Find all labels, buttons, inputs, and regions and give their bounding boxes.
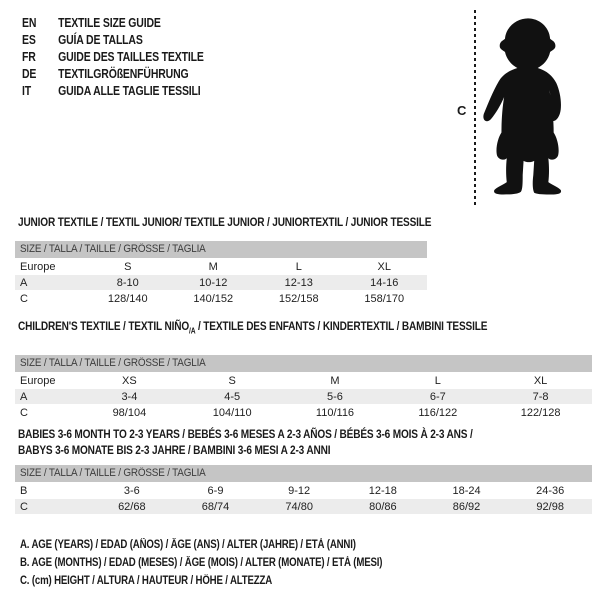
table-cell: XL <box>533 374 548 387</box>
section-title <box>18 318 592 339</box>
table-cell: 24-36 <box>536 484 565 497</box>
language-code: ES <box>22 32 36 47</box>
language-code: FR <box>22 49 36 64</box>
table-cell: 80/86 <box>369 500 397 513</box>
size-header-label: SIZE / TALLA / TAILLE / GRÖSSE / TAGLIA <box>20 467 206 479</box>
table-cell: S <box>228 374 236 387</box>
table-cell: 122/128 <box>520 406 561 419</box>
table-cell: 3-4 <box>121 390 138 403</box>
table-cell: 4-5 <box>224 390 241 403</box>
title-text: /A <box>189 326 196 336</box>
table-cell: 6-9 <box>207 484 224 497</box>
table-cell: 14-16 <box>370 276 399 289</box>
table-row <box>15 404 592 420</box>
table-row <box>15 274 427 290</box>
row-label: C <box>20 292 28 305</box>
language-row-de <box>22 65 238 82</box>
table-cell: XL <box>377 260 391 273</box>
table-cell: 152/158 <box>278 292 319 305</box>
children-size-table <box>15 355 592 420</box>
babies-size-table <box>15 465 592 514</box>
legend-line-a <box>20 536 451 554</box>
language-title: GUIDA ALLE TAGLIE TESSILI <box>58 83 201 98</box>
height-measure-line <box>474 10 476 207</box>
table-cell: 98/104 <box>112 406 147 419</box>
title-text: / TEXTILE DES ENFANTS / KINDERTEXTIL / BAMBINI TESSILE <box>195 319 488 333</box>
table-cell: 5-6 <box>327 390 343 403</box>
row-label: B <box>20 484 28 497</box>
row-label: A <box>20 390 28 403</box>
language-code: EN <box>22 15 37 30</box>
section-title-line <box>18 214 432 230</box>
table-cell: 74/80 <box>285 500 313 513</box>
height-label: C <box>457 103 467 118</box>
table-cell: M <box>330 374 340 387</box>
section-childrens-textile <box>15 318 592 420</box>
table-cell: 128/140 <box>107 292 148 305</box>
legend-line-c <box>20 572 451 590</box>
language-title: GUÍA DE TALLAS <box>58 32 143 47</box>
table-row <box>15 372 592 388</box>
table-cell: 7-8 <box>532 390 549 403</box>
title-text: BABIES 3-6 MONTH TO 2-3 YEARS / BEBÉS 3-6 MESES A 2-3 AÑOS / BÉBÉS 3-6 MOIS À 2-3 ANS / <box>18 427 473 441</box>
table-cell: L <box>434 374 441 387</box>
table-cell: 92/98 <box>536 500 564 513</box>
section-title <box>18 426 592 458</box>
language-row-en <box>22 14 238 31</box>
table-cell: 86/92 <box>452 500 481 513</box>
table-cell: 10-12 <box>199 276 228 289</box>
table-cell: 9-12 <box>288 484 311 497</box>
table-body <box>15 372 592 420</box>
table-cell: 12-18 <box>368 484 397 497</box>
size-header-label: SIZE / TALLA / TAILLE / GRÖSSE / TAGLIA <box>20 357 206 370</box>
table-cell: M <box>208 260 218 273</box>
table-cell: 116/122 <box>418 406 458 419</box>
language-title: TEXTILE SIZE GUIDE <box>58 15 161 30</box>
table-cell: 140/152 <box>193 292 234 305</box>
language-list <box>22 14 238 99</box>
language-row-fr <box>22 48 238 65</box>
title-text: BABYS 3-6 MONATE BIS 2-3 JAHRE / BAMBINI 3-6 MESI A 2-3 ANNI <box>18 443 331 457</box>
table-cell: S <box>124 260 132 273</box>
language-code: DE <box>22 66 37 81</box>
language-title: TEXTILGRÖßENFÜHRUNG <box>58 66 189 81</box>
language-row-es <box>22 31 238 48</box>
language-code: IT <box>22 83 32 98</box>
row-label: A <box>20 276 28 289</box>
title-text: CHILDREN'S TEXTILE / TEXTIL NIÑO <box>18 319 190 333</box>
title-text: JUNIOR TEXTILE / TEXTIL JUNIOR/ TEXTILE JUNIOR / JUNIORTEXTIL / JUNIOR TESSILE <box>18 215 432 229</box>
section-title-line <box>18 426 592 442</box>
row-label: C <box>20 500 28 513</box>
legend-text: A. AGE (YEARS) / EDAD (AÑOS) / ÂGE (ANS) / ALTER (JAHRE) / ETÀ (ANNI) <box>20 539 356 551</box>
junior-size-table <box>15 241 427 306</box>
language-title: GUIDE DES TAILLES TEXTILE <box>58 49 204 64</box>
table-cell: 68/74 <box>201 500 230 513</box>
legend-text: B. AGE (MONTHS) / EDAD (MESES) / ÂGE (MOIS) / ALTER (MONATE) / ETÀ (MESI) <box>20 557 383 569</box>
table-cell: L <box>295 260 302 273</box>
row-label: Europe <box>20 374 56 387</box>
table-cell: 6-7 <box>429 390 446 403</box>
size-header-bar <box>15 465 592 482</box>
table-cell: 104/110 <box>212 406 252 419</box>
table-body <box>15 258 427 306</box>
measurement-legend <box>20 536 451 590</box>
table-cell: XS <box>122 374 137 387</box>
table-row <box>15 258 427 274</box>
row-label: Europe <box>20 260 56 273</box>
language-row-it <box>22 82 238 99</box>
table-row <box>15 388 592 404</box>
table-cell: 8-10 <box>116 276 139 289</box>
baby-silhouette-icon <box>482 8 574 204</box>
table-cell: 158/170 <box>364 292 405 305</box>
legend-text: C. (cm) HEIGHT / ALTURA / HAUTEUR / HÖHE / ALTEZZA <box>20 575 273 587</box>
table-cell: 12-13 <box>284 276 313 289</box>
row-label: C <box>20 406 28 419</box>
table-body <box>15 482 592 514</box>
size-header-bar <box>15 355 592 372</box>
section-babies-textile <box>15 426 592 514</box>
table-cell: 62/68 <box>118 500 146 513</box>
table-row <box>15 498 592 514</box>
section-title-line <box>18 442 592 458</box>
table-cell: 18-24 <box>452 484 481 497</box>
size-header-label: SIZE / TALLA / TAILLE / GRÖSSE / TAGLIA <box>20 243 206 255</box>
section-junior-textile <box>15 214 432 306</box>
section-title-line <box>18 318 592 339</box>
size-header-bar <box>15 241 427 258</box>
section-title <box>18 214 432 230</box>
table-cell: 3-6 <box>123 484 140 497</box>
table-row <box>15 482 592 498</box>
table-row <box>15 290 427 306</box>
legend-line-b <box>20 554 451 572</box>
table-cell: 110/116 <box>315 406 355 419</box>
